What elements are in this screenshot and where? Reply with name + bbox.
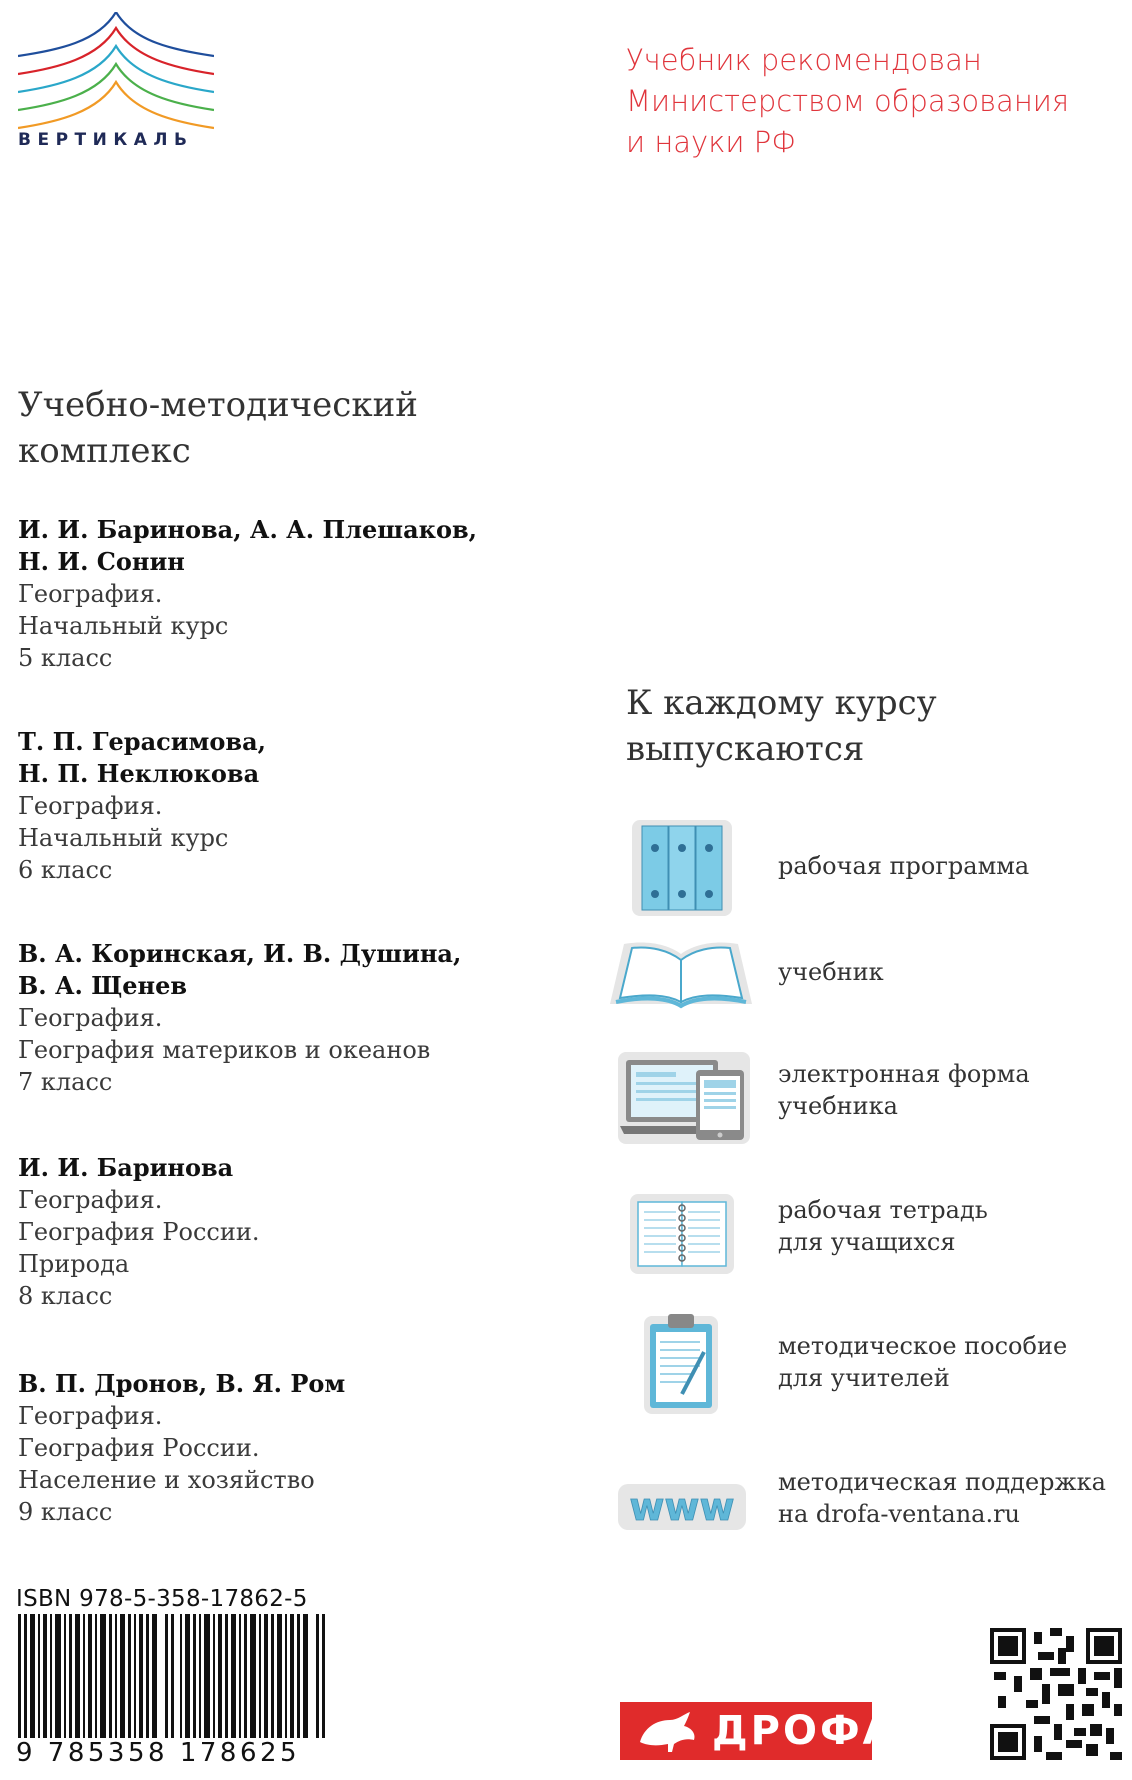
component-label [778, 850, 1118, 882]
component-label-line: учебника [778, 1092, 898, 1120]
course-line: География. [18, 792, 163, 820]
qr-code[interactable] [990, 1628, 1122, 1760]
components-heading-line: К каждому курсу [626, 683, 937, 723]
course-line: География России. [18, 1218, 260, 1246]
clipboard-icon [642, 1310, 720, 1416]
component-label-line: методическое пособие [778, 1332, 1068, 1360]
component-label-line: на drofa-ventana.ru [778, 1500, 1021, 1528]
svg-text:www: www [629, 1485, 735, 1529]
components-heading-line: выпускаются [626, 729, 865, 769]
course-grade-9 [18, 1368, 578, 1528]
course-authors: И. И. Баринова, А. А. Плешаков, [18, 515, 478, 544]
course-line: География. [18, 1004, 163, 1032]
course-line: 8 класс [18, 1282, 113, 1310]
devices-icon [616, 1050, 752, 1146]
bustard-bird-icon [634, 1708, 700, 1754]
course-line: 6 класс [18, 856, 113, 884]
component-label-line: для учащихся [778, 1228, 956, 1256]
umk-heading-line: Учебно-методический [18, 385, 418, 425]
notebook-icon [628, 1192, 736, 1276]
course-authors: Н. П. Неклюкова [18, 759, 260, 788]
component-label [778, 956, 1118, 988]
binders-icon [630, 818, 734, 918]
isbn: ISBN 978-5-358-17862-5 [16, 1586, 308, 1612]
component-label-line: рабочая программа [778, 852, 1030, 880]
publisher-name: ДРОФА [712, 1708, 897, 1754]
www-icon [616, 1478, 748, 1534]
course-authors: В. П. Дронов, В. Я. Ром [18, 1369, 346, 1398]
recommend-line: и науки РФ [626, 125, 797, 159]
component-label-line: учебник [778, 958, 884, 986]
course-authors: В. А. Щенев [18, 971, 188, 1000]
course-grade-5 [18, 514, 578, 674]
component-label-line: для учителей [778, 1364, 950, 1392]
course-line: География материков и океанов [18, 1036, 431, 1064]
course-line: География. [18, 580, 163, 608]
course-line: Население и хозяйство [18, 1466, 315, 1494]
component-label [778, 1330, 1118, 1394]
recommend-line: Министерством образования [626, 84, 1070, 118]
ministry-recommendation [626, 40, 1106, 163]
course-line: 5 класс [18, 644, 113, 672]
component-label [778, 1194, 1118, 1258]
course-grade-7 [18, 938, 578, 1098]
component-label-line: рабочая тетрадь [778, 1196, 988, 1224]
course-line: 9 класс [18, 1498, 113, 1526]
umk-heading-line: комплекс [18, 431, 191, 471]
course-authors: Н. И. Сонин [18, 547, 185, 576]
umk-heading [18, 382, 478, 474]
course-line: География России. [18, 1434, 260, 1462]
publisher-logo [620, 1702, 897, 1760]
course-line: Начальный курс [18, 612, 229, 640]
barcode [18, 1614, 328, 1754]
component-label [778, 1058, 1118, 1122]
components-heading [626, 680, 1106, 772]
component-label-line: электронная форма [778, 1060, 1030, 1088]
open-book-icon [606, 936, 756, 1010]
logo-wordmark: ВЕРТИКАЛЬ [18, 130, 194, 150]
course-grade-8 [18, 1152, 578, 1312]
course-authors: Т. П. Герасимова, [18, 727, 266, 756]
course-grade-6 [18, 726, 578, 886]
course-line: Природа [18, 1250, 130, 1278]
course-authors: В. А. Коринская, И. В. Душина, [18, 939, 462, 968]
course-line: География. [18, 1402, 163, 1430]
component-label-line: методическая поддержка [778, 1468, 1106, 1496]
course-line: География. [18, 1186, 163, 1214]
course-line: 7 класс [18, 1068, 113, 1096]
recommend-line: Учебник рекомендован [626, 43, 982, 77]
barcode-digits: 9 785358 178625 [16, 1738, 328, 1768]
course-authors: И. И. Баринова [18, 1153, 234, 1182]
course-line: Начальный курс [18, 824, 229, 852]
component-label [778, 1466, 1118, 1530]
